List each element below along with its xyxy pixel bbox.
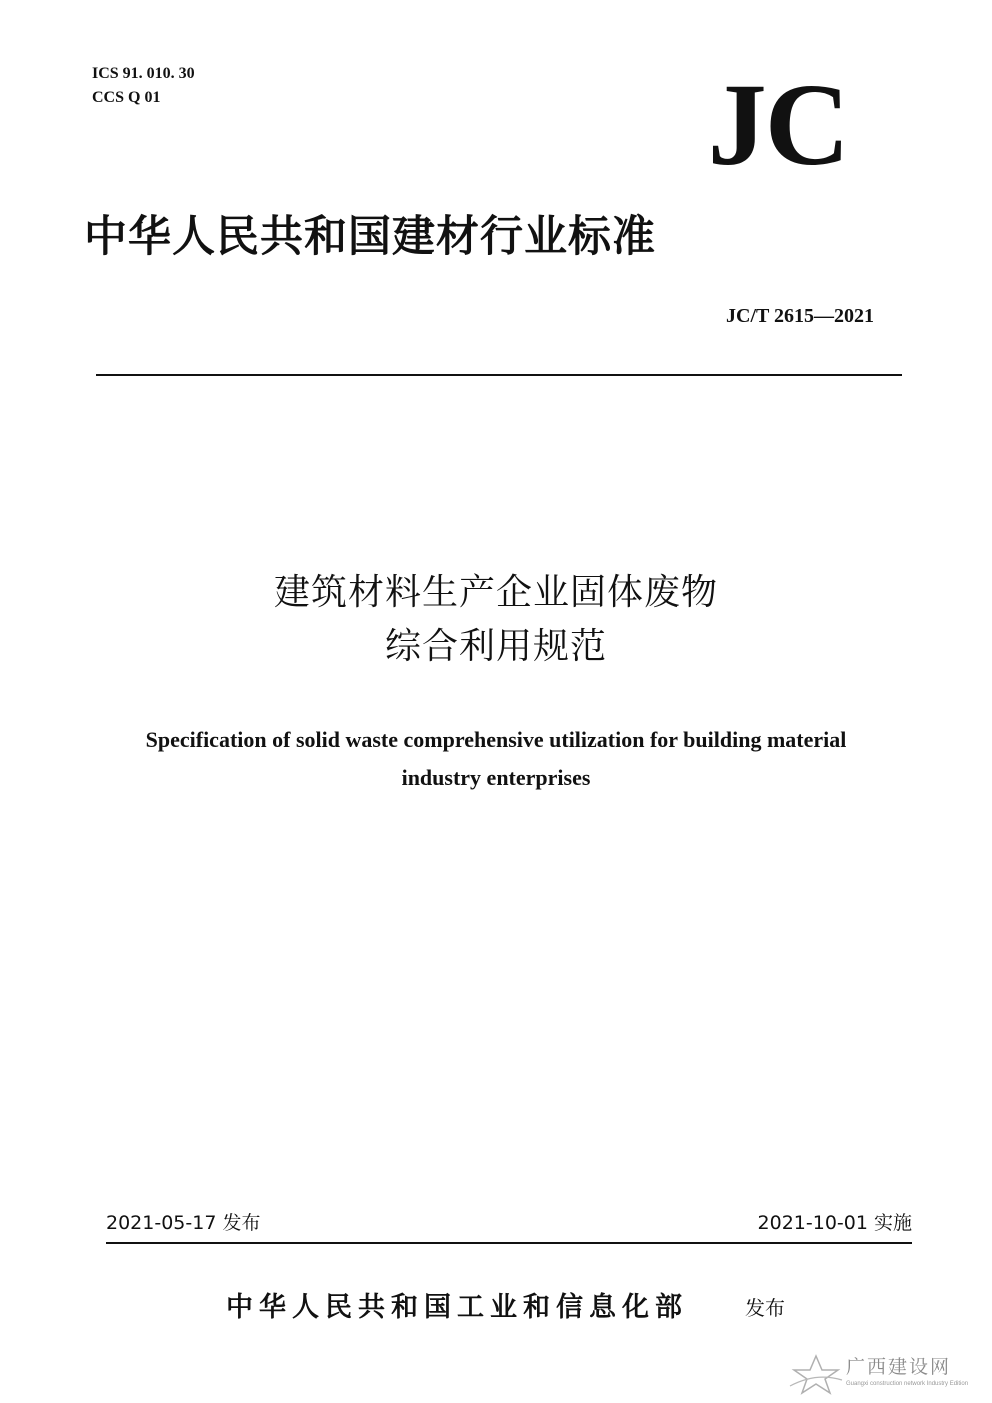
watermark-subtext: Guangxi construction network Industry Edition [846, 1381, 969, 1387]
issuing-authority: 中华人民共和国工业和信息化部 [226, 1292, 688, 1323]
publish-date: 2021-05-17 发布 [106, 1212, 261, 1234]
document-title-cn [0, 566, 992, 674]
watermark-text: 广西建设网 [846, 1356, 952, 1378]
standard-category-title: 中华人民共和国建材行业标准 [84, 212, 656, 262]
document-title-line-1: 建筑材料生产企业固体废物 [273, 572, 718, 613]
ccs-code: CCS Q 01 [92, 89, 161, 106]
implement-date: 2021-10-01 实施 [757, 1212, 912, 1234]
classification-codes [92, 62, 195, 110]
document-title-line-2: 综合利用规范 [384, 626, 607, 667]
jc-logo: JC [707, 59, 848, 190]
issue-label: 发布 [745, 1296, 785, 1320]
standard-number: JC/T 2615—2021 [726, 305, 874, 327]
english-title-line-2: industry enterprises [401, 765, 591, 790]
english-title-line-1: Specification of solid waste comprehensive utilization for building material [145, 727, 847, 752]
bottom-divider [106, 1242, 912, 1244]
top-divider [96, 374, 902, 376]
ics-code: ICS 91. 010. 30 [92, 65, 195, 82]
document-title-en [80, 721, 912, 797]
